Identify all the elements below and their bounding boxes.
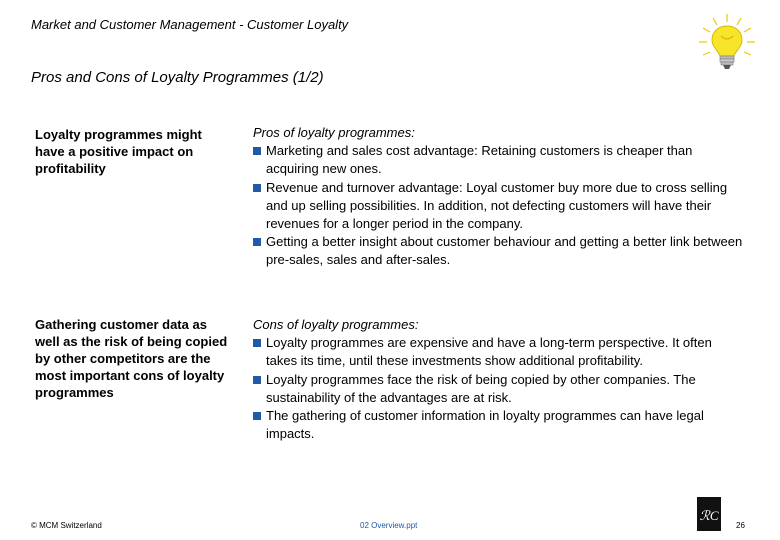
list-item	[253, 407, 743, 443]
list-item	[253, 179, 743, 234]
list-item-text: The gathering of customer information in loyalty programmes can have legal impacts.	[266, 408, 704, 442]
square-bullet-icon	[253, 238, 261, 246]
slide-title: Pros and Cons of Loyalty Programmes (1/2)	[31, 69, 324, 86]
square-bullet-icon	[253, 339, 261, 347]
list-item	[253, 233, 743, 269]
list-item-text: Loyalty programmes face the risk of being copied by other companies. The sustainability of the advantages are at risk.	[266, 371, 696, 405]
cons-heading: Cons of loyalty programmes:	[253, 317, 419, 332]
cons-summary: Gathering customer data as well as the risk of being copied by other competitors are the most important cons of loyalty programmes	[35, 317, 228, 400]
pros-section	[253, 124, 743, 270]
square-bullet-icon	[253, 376, 261, 384]
list-item	[253, 142, 743, 178]
cons-list	[253, 334, 743, 443]
list-item-text: Getting a better insight about customer behaviour and getting a better link between pre-sales, sales and after-sales.	[266, 234, 743, 268]
page-number: 26	[736, 521, 745, 530]
list-item	[253, 334, 743, 370]
footer-copyright: © MCM Switzerland	[31, 521, 102, 530]
pros-list	[253, 142, 743, 269]
list-item-text: Marketing and sales cost advantage: Retaining customers is cheaper than acquiring new ones.	[266, 143, 693, 177]
list-item-text: Revenue and turnover advantage: Loyal customer buy more due to cross selling and up selling possibilities. In addition, not defecting customers will have their revenues for a longer period in the company.	[266, 179, 728, 232]
cons-section	[253, 316, 743, 443]
header-title: Market and Customer Management - Customer Loyalty	[31, 17, 349, 32]
pros-summary: Loyalty programmes might have a positive impact on profitability	[35, 127, 202, 176]
square-bullet-icon	[253, 412, 261, 420]
list-item-text: Loyalty programmes are expensive and have a long-term perspective. It often takes its time, until these investments show additional profitability.	[266, 335, 712, 369]
square-bullet-icon	[253, 147, 261, 155]
company-logo	[697, 497, 721, 531]
footer-filename: 02 Overview.ppt	[360, 521, 418, 530]
pros-heading: Pros of loyalty programmes:	[253, 125, 415, 140]
logo-monogram: ℛC	[699, 508, 719, 523]
lightbulb-icon	[697, 12, 757, 76]
square-bullet-icon	[253, 184, 261, 192]
list-item	[253, 371, 743, 407]
